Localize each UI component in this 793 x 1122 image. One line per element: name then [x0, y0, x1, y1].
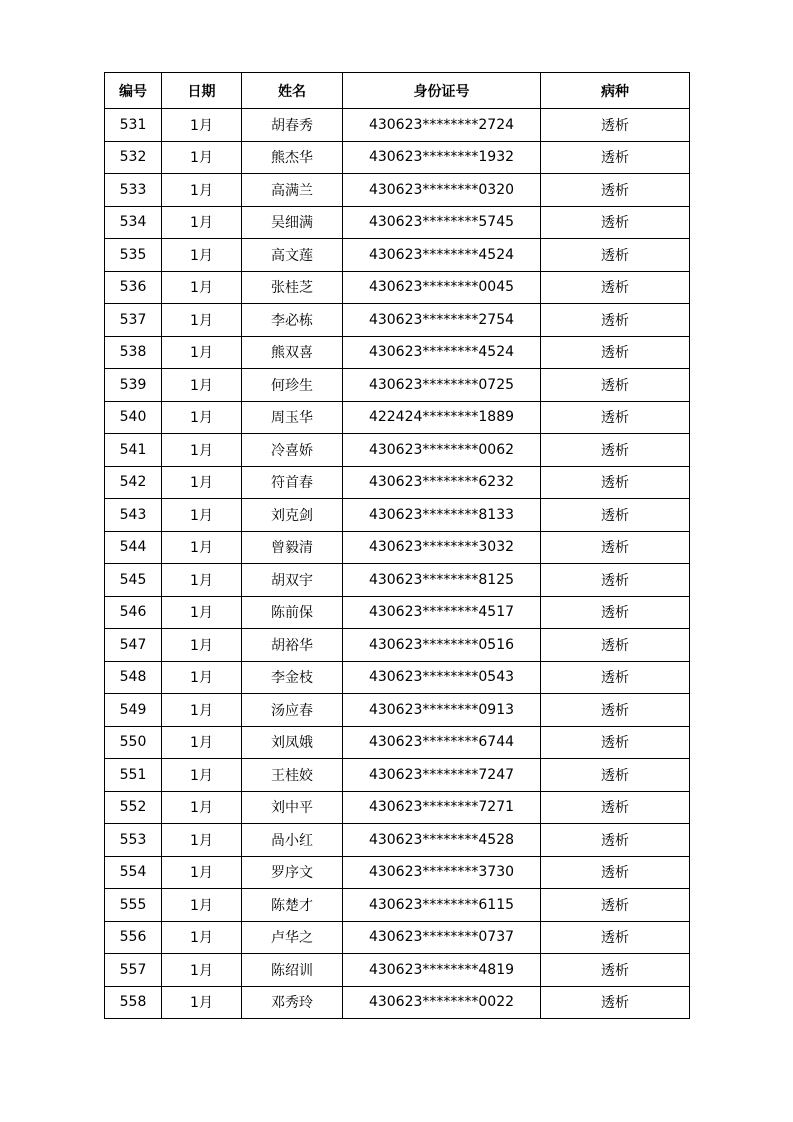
cell-date: 1月 [162, 174, 242, 207]
cell-date: 1月 [162, 661, 242, 694]
cell-name: 陈楚才 [242, 889, 343, 922]
cell-disease-type: 透析 [541, 336, 690, 369]
patient-table [104, 72, 690, 1019]
cell-date: 1月 [162, 856, 242, 889]
cell-disease-type: 透析 [541, 824, 690, 857]
cell-disease-type: 透析 [541, 921, 690, 954]
table-row [105, 531, 690, 564]
cell-date: 1月 [162, 109, 242, 142]
cell-number: 557 [105, 954, 162, 987]
cell-id-number: 430623********6115 [343, 889, 541, 922]
header-id-number: 身份证号 [343, 73, 541, 109]
table-body [105, 109, 690, 1019]
cell-id-number: 430623********0737 [343, 921, 541, 954]
cell-date: 1月 [162, 889, 242, 922]
cell-name: 冷喜娇 [242, 434, 343, 467]
table-row [105, 596, 690, 629]
cell-number: 539 [105, 369, 162, 402]
table-row [105, 889, 690, 922]
cell-date: 1月 [162, 369, 242, 402]
table-row [105, 921, 690, 954]
cell-number: 556 [105, 921, 162, 954]
cell-date: 1月 [162, 629, 242, 662]
cell-date: 1月 [162, 726, 242, 759]
header-number: 编号 [105, 73, 162, 109]
table-row [105, 239, 690, 272]
cell-date: 1月 [162, 206, 242, 239]
cell-number: 547 [105, 629, 162, 662]
cell-number: 541 [105, 434, 162, 467]
cell-id-number: 430623********3032 [343, 531, 541, 564]
table-row [105, 499, 690, 532]
cell-date: 1月 [162, 434, 242, 467]
cell-id-number: 430623********5745 [343, 206, 541, 239]
cell-disease-type: 透析 [541, 206, 690, 239]
cell-disease-type: 透析 [541, 109, 690, 142]
header-disease-type: 病种 [541, 73, 690, 109]
table-row [105, 629, 690, 662]
cell-date: 1月 [162, 596, 242, 629]
cell-disease-type: 透析 [541, 694, 690, 727]
cell-disease-type: 透析 [541, 304, 690, 337]
cell-id-number: 430623********4524 [343, 239, 541, 272]
cell-number: 543 [105, 499, 162, 532]
cell-id-number: 430623********8125 [343, 564, 541, 597]
cell-name: 刘凤娥 [242, 726, 343, 759]
cell-id-number: 430623********7271 [343, 791, 541, 824]
cell-name: 李金枝 [242, 661, 343, 694]
table-row [105, 206, 690, 239]
cell-name: 王桂姣 [242, 759, 343, 792]
table-row [105, 304, 690, 337]
cell-id-number: 430623********6232 [343, 466, 541, 499]
cell-disease-type: 透析 [541, 629, 690, 662]
table-row [105, 564, 690, 597]
cell-id-number: 430623********0022 [343, 986, 541, 1019]
cell-name: 胡裕华 [242, 629, 343, 662]
cell-number: 538 [105, 336, 162, 369]
cell-date: 1月 [162, 791, 242, 824]
table-row [105, 954, 690, 987]
cell-number: 536 [105, 271, 162, 304]
table-row [105, 336, 690, 369]
cell-disease-type: 透析 [541, 434, 690, 467]
cell-number: 545 [105, 564, 162, 597]
cell-number: 544 [105, 531, 162, 564]
cell-id-number: 430623********7247 [343, 759, 541, 792]
cell-number: 555 [105, 889, 162, 922]
cell-id-number: 430623********6744 [343, 726, 541, 759]
cell-id-number: 430623********0045 [343, 271, 541, 304]
cell-id-number: 430623********4517 [343, 596, 541, 629]
cell-name: 张桂芝 [242, 271, 343, 304]
cell-number: 535 [105, 239, 162, 272]
cell-number: 551 [105, 759, 162, 792]
cell-number: 549 [105, 694, 162, 727]
cell-name: 刘中平 [242, 791, 343, 824]
cell-id-number: 430623********2754 [343, 304, 541, 337]
cell-id-number: 430623********0516 [343, 629, 541, 662]
cell-disease-type: 透析 [541, 856, 690, 889]
cell-id-number: 430623********2724 [343, 109, 541, 142]
table-row [105, 824, 690, 857]
cell-number: 548 [105, 661, 162, 694]
cell-id-number: 430623********4819 [343, 954, 541, 987]
cell-date: 1月 [162, 824, 242, 857]
cell-number: 532 [105, 141, 162, 174]
cell-number: 534 [105, 206, 162, 239]
cell-number: 531 [105, 109, 162, 142]
cell-disease-type: 透析 [541, 726, 690, 759]
cell-disease-type: 透析 [541, 271, 690, 304]
cell-disease-type: 透析 [541, 759, 690, 792]
table-row [105, 174, 690, 207]
cell-id-number: 430623********8133 [343, 499, 541, 532]
cell-name: 高文莲 [242, 239, 343, 272]
cell-date: 1月 [162, 499, 242, 532]
cell-number: 552 [105, 791, 162, 824]
cell-id-number: 430623********0725 [343, 369, 541, 402]
cell-date: 1月 [162, 304, 242, 337]
cell-disease-type: 透析 [541, 401, 690, 434]
header-date: 日期 [162, 73, 242, 109]
cell-disease-type: 透析 [541, 596, 690, 629]
cell-name: 胡双宇 [242, 564, 343, 597]
cell-name: 李必栋 [242, 304, 343, 337]
cell-disease-type: 透析 [541, 531, 690, 564]
cell-id-number: 430623********0320 [343, 174, 541, 207]
cell-name: 何珍生 [242, 369, 343, 402]
cell-name: 陈绍训 [242, 954, 343, 987]
cell-id-number: 430623********0543 [343, 661, 541, 694]
cell-id-number: 430623********1932 [343, 141, 541, 174]
cell-number: 554 [105, 856, 162, 889]
header-name: 姓名 [242, 73, 343, 109]
cell-disease-type: 透析 [541, 986, 690, 1019]
cell-disease-type: 透析 [541, 466, 690, 499]
cell-name: 胡春秀 [242, 109, 343, 142]
cell-date: 1月 [162, 271, 242, 304]
table-row [105, 401, 690, 434]
cell-name: 陈前保 [242, 596, 343, 629]
table-row [105, 986, 690, 1019]
cell-number: 540 [105, 401, 162, 434]
cell-name: 咼小红 [242, 824, 343, 857]
cell-disease-type: 透析 [541, 174, 690, 207]
cell-name: 曾毅清 [242, 531, 343, 564]
cell-disease-type: 透析 [541, 661, 690, 694]
cell-date: 1月 [162, 239, 242, 272]
cell-disease-type: 透析 [541, 239, 690, 272]
cell-number: 533 [105, 174, 162, 207]
cell-name: 高满兰 [242, 174, 343, 207]
cell-date: 1月 [162, 986, 242, 1019]
cell-date: 1月 [162, 336, 242, 369]
cell-id-number: 430623********4524 [343, 336, 541, 369]
cell-name: 熊双喜 [242, 336, 343, 369]
cell-date: 1月 [162, 921, 242, 954]
table-row [105, 434, 690, 467]
cell-name: 符首春 [242, 466, 343, 499]
cell-date: 1月 [162, 531, 242, 564]
cell-disease-type: 透析 [541, 564, 690, 597]
cell-disease-type: 透析 [541, 369, 690, 402]
table-row [105, 466, 690, 499]
table-row [105, 759, 690, 792]
cell-date: 1月 [162, 466, 242, 499]
cell-id-number: 430623********3730 [343, 856, 541, 889]
cell-date: 1月 [162, 954, 242, 987]
cell-name: 卢华之 [242, 921, 343, 954]
cell-name: 邓秀玲 [242, 986, 343, 1019]
cell-number: 558 [105, 986, 162, 1019]
cell-disease-type: 透析 [541, 791, 690, 824]
table-row [105, 791, 690, 824]
table-row [105, 856, 690, 889]
table-row [105, 141, 690, 174]
table-row [105, 109, 690, 142]
cell-date: 1月 [162, 694, 242, 727]
cell-disease-type: 透析 [541, 499, 690, 532]
cell-date: 1月 [162, 564, 242, 597]
cell-name: 熊杰华 [242, 141, 343, 174]
cell-number: 542 [105, 466, 162, 499]
cell-number: 553 [105, 824, 162, 857]
cell-id-number: 430623********0913 [343, 694, 541, 727]
table-row [105, 694, 690, 727]
cell-name: 吴细满 [242, 206, 343, 239]
cell-number: 546 [105, 596, 162, 629]
cell-id-number: 430623********4528 [343, 824, 541, 857]
cell-number: 537 [105, 304, 162, 337]
cell-id-number: 430623********0062 [343, 434, 541, 467]
cell-date: 1月 [162, 401, 242, 434]
cell-number: 550 [105, 726, 162, 759]
table-row [105, 369, 690, 402]
cell-date: 1月 [162, 759, 242, 792]
cell-name: 罗序文 [242, 856, 343, 889]
cell-disease-type: 透析 [541, 889, 690, 922]
cell-name: 汤应春 [242, 694, 343, 727]
cell-id-number: 422424********1889 [343, 401, 541, 434]
table-row [105, 726, 690, 759]
cell-name: 刘克剑 [242, 499, 343, 532]
table-header-row [105, 73, 690, 109]
table-row [105, 661, 690, 694]
cell-disease-type: 透析 [541, 141, 690, 174]
cell-date: 1月 [162, 141, 242, 174]
cell-disease-type: 透析 [541, 954, 690, 987]
table-row [105, 271, 690, 304]
cell-name: 周玉华 [242, 401, 343, 434]
